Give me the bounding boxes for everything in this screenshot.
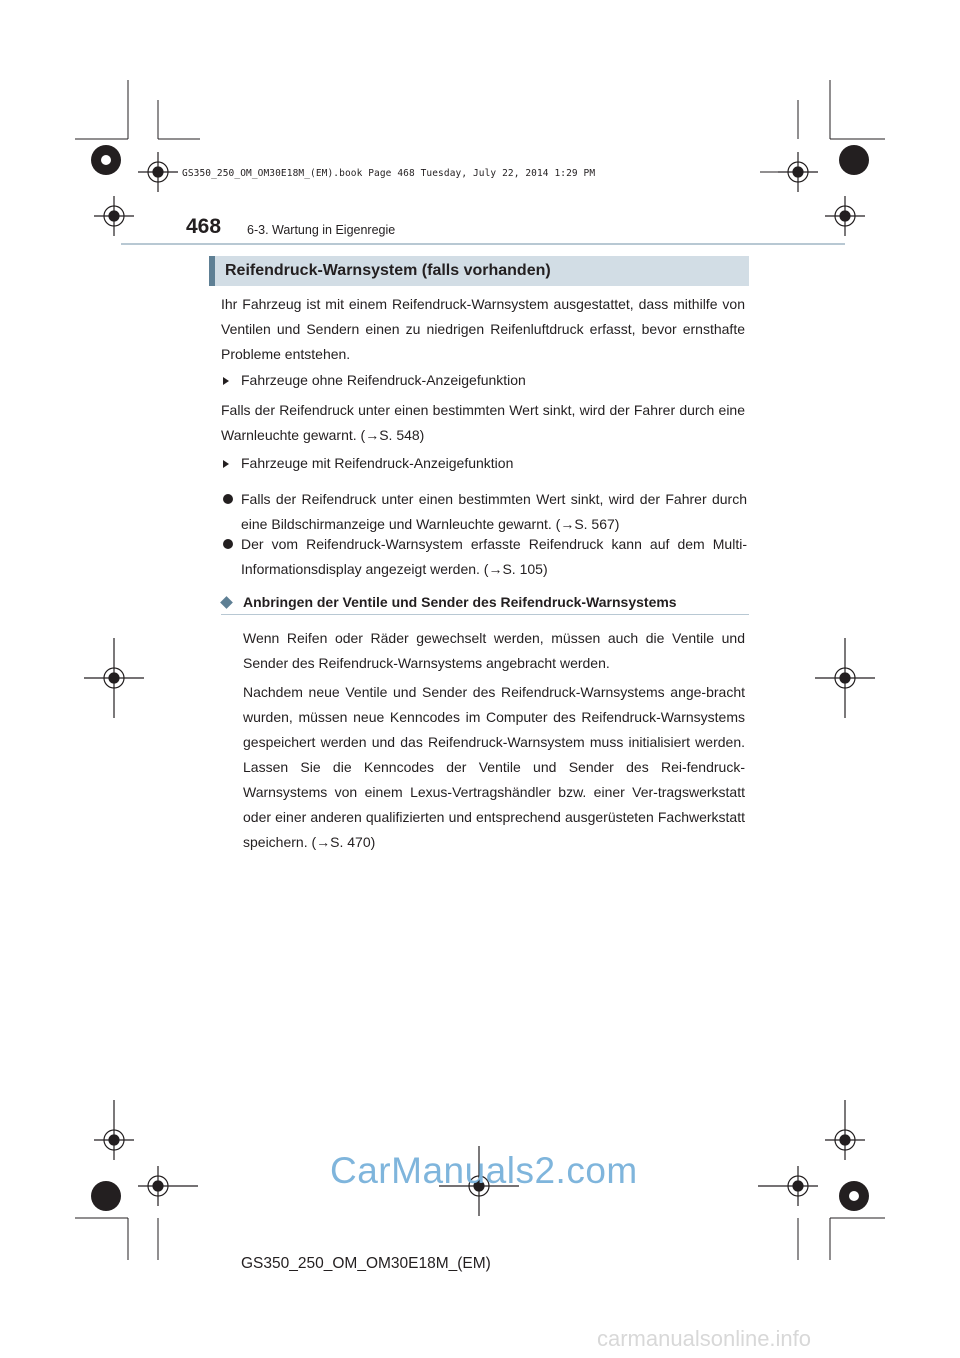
footer-site-watermark: carmanualsonline.info xyxy=(597,1326,812,1351)
watermark: CarManuals2.com xyxy=(330,1150,638,1191)
bullet-dot-icon xyxy=(223,494,233,504)
section-heading-bar xyxy=(209,256,749,286)
triangle-bullet-icon xyxy=(223,460,229,468)
intro-paragraph: Ihr Fahrzeug ist mit einem Reifendruck-Warnsystem ausgestattet, dass mithilfe von Ventilen und Sendern einen zu niedrigen Reifenluftdruck erfasst, bevor ernsthafte Probleme entstehen. xyxy=(221,296,745,362)
footer-code: GS350_250_OM_OM30E18M_(EM) xyxy=(241,1255,491,1272)
section-heading: Reifendruck-Warnsystem (falls vorhanden) xyxy=(225,262,551,279)
chapter-section-title: 6-3. Wartung in Eigenregie xyxy=(247,223,396,237)
case1-label: Fahrzeuge ohne Reifendruck-Anzeigefunktion xyxy=(241,372,526,388)
subsection-title: Anbringen der Ventile und Sender des Reifendruck-Warnsystems xyxy=(243,594,677,610)
subsection-paragraph: Nachdem neue Ventile und Sender des Reifendruck-Warnsystems ange-bracht wurden, müssen neue Kenncodes im Computer des Reifendruck-Warnsystems gespeichert werden und das Reifendruck-Warnsystem muss initialisiert werden. Lassen Sie die Kenncodes der Ventile und Sender des Rei-fendruck-Warnsystems von einem Lexus-Vertragshändler bzw. einer Ver-tragswerkstatt oder einer anderen qualifizierten und entsprechend ausgerüsteten Fachwerkstatt speichern. (→S. 470) xyxy=(243,684,745,850)
diamond-bullet-icon xyxy=(220,596,233,609)
bullet-dot-icon xyxy=(223,539,233,549)
case1-paragraph: Falls der Reifendruck unter einen bestimmten Wert sinkt, wird der Fahrer durch eine Warnleuchte gewarnt. (→S. 548) xyxy=(221,402,745,443)
subsection-divider xyxy=(221,614,749,615)
case2-label: Fahrzeuge mit Reifendruck-Anzeigefunktion xyxy=(241,455,514,471)
case1-heading xyxy=(223,372,623,392)
list-item xyxy=(223,532,747,582)
subsection-heading xyxy=(221,594,749,616)
triangle-bullet-icon xyxy=(223,377,229,385)
bullet-text: Falls der Reifendruck unter einen bestimmten Wert sinkt, wird der Fahrer durch eine Bildschirmanzeige und Warnleuchte gewarnt. (→S. 567) xyxy=(241,491,747,532)
case2-heading xyxy=(223,455,623,475)
bullet-text: Der vom Reifendruck-Warnsystem erfasste Reifendruck kann auf dem Multi-Informationsdisplay angezeigt werden. (→S. 105) xyxy=(241,536,747,577)
list-item xyxy=(223,487,747,537)
page-number: 468 xyxy=(186,215,222,238)
header-divider xyxy=(121,243,845,245)
book-info-line: GS350_250_OM_OM30E18M_(EM).book Page 468 Tuesday, July 22, 2014 1:29 PM xyxy=(182,168,596,179)
subsection-paragraph: Wenn Reifen oder Räder gewechselt werden, müssen auch die Ventile und Sender des Reifendruck-Warnsystems angebracht werden. xyxy=(243,630,745,671)
